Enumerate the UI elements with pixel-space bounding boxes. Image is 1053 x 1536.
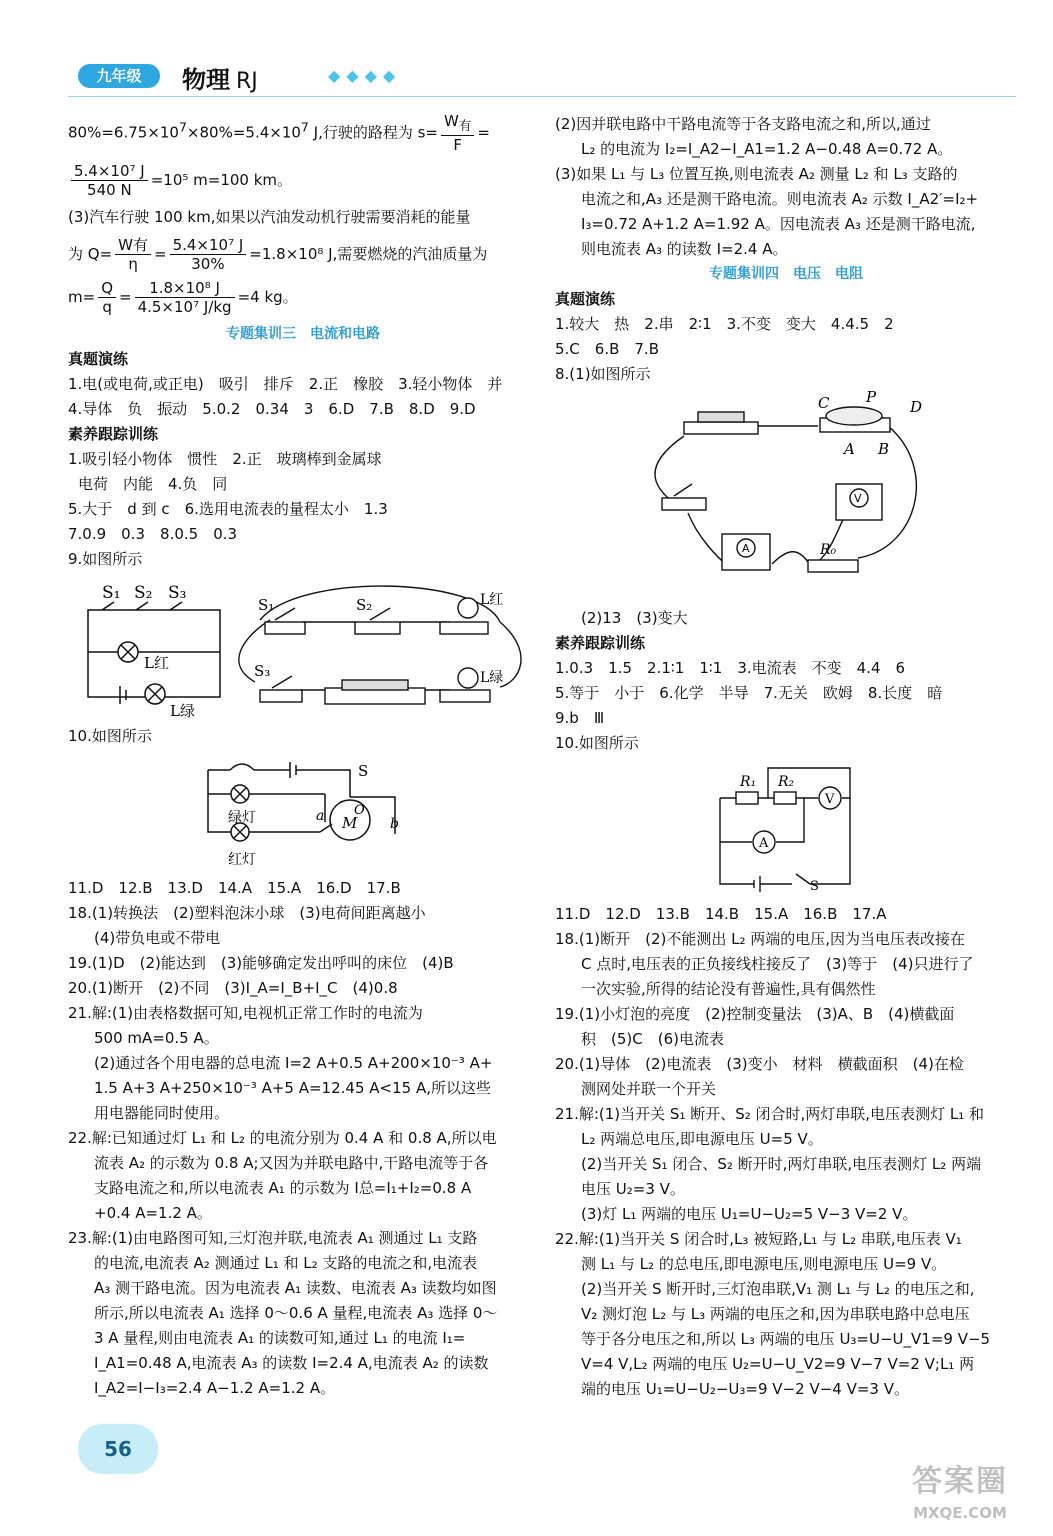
voltmeter-face-label: V: [854, 492, 862, 505]
label-a-terminal: A: [844, 440, 855, 458]
fraction: $\frac{\text{5.4×10⁷ J}}{30\%}$: [170, 236, 247, 273]
answer-line: 18.(1)断开 (2)不能测出 L₂ 两端的电压,因为当电压表改接在: [555, 930, 966, 948]
label-r0: R₀: [820, 542, 837, 558]
answer-line: 流表 A₂ 的示数为 0.8 A;又因为并联电路中,干路电流等于各: [94, 1154, 489, 1172]
left-column: [68, 112, 538, 572]
answer-line: 19.(1)小灯泡的亮度 (2)控制变量法 (3)A、B (4)横截面: [555, 1005, 955, 1023]
answer-line: 22.解:已知通过灯 L₁ 和 L₂ 的电流分别为 0.4 A 和 0.8 A,所以电: [68, 1129, 497, 1147]
ammeter-symbol: A: [759, 836, 769, 851]
label-b: b: [390, 816, 399, 832]
answer-line: (3)如果 L₁ 与 L₃ 位置互换,则电流表 A₂ 测量 L₂ 和 L₃ 支路的: [555, 165, 958, 183]
label-s1: S₁: [102, 583, 121, 603]
grade-badge: 九年级: [78, 64, 160, 88]
label-o: O: [354, 803, 365, 818]
answer-line: 端的电压 U₁=U−U₂−U₃=9 V−2 V−4 V=3 V。: [581, 1380, 909, 1398]
answer-line: 1.较大 热 2.串 2∶1 3.不变 变大 4.4.5 2: [555, 315, 894, 333]
answer-line: 用电器能同时使用。: [94, 1104, 230, 1122]
answer-line: 21.解:(1)当开关 S₁ 断开、S₂ 闭合时,两灯串联,电压表测灯 L₁ 和: [555, 1105, 984, 1123]
answer-line: 的电流,电流表 A₂ 测通过 L₁ 和 L₂ 支路的电流之和,电流表: [94, 1254, 478, 1272]
circuit-diagram-10: [200, 752, 420, 872]
answer-line: 1.电(或电荷,或正电) 吸引 排斥 2.正 橡胶 3.轻小物体 并: [68, 375, 503, 393]
answer-line: 则电流表 A₃ 的读数 I=2.4 A。: [581, 240, 788, 258]
answer-line: 支路电流之和,所以电流表 A₁ 的示数为 I总=I₁+I₂=0.8 A: [94, 1179, 472, 1197]
label-d: D: [910, 398, 923, 416]
label-s1-physical: S₁: [258, 596, 275, 614]
fraction: $\frac{\text{1.8×10⁸ J}}{\text{4.5×10⁷ J/kg}}$: [135, 279, 235, 316]
fraction: $\frac{\text{W有}}{\eta}$: [115, 236, 151, 273]
subject-label: 物理: [182, 66, 230, 94]
answer-line: 22.解:(1)当开关 S 闭合时,L₃ 被短路,L₁ 与 L₂ 串联,电压表 V₁: [555, 1230, 962, 1248]
label-r2: R₂: [778, 774, 795, 790]
label-lgreen-physical: L绿: [480, 670, 504, 686]
answer-line: 8.(1)如图所示: [555, 365, 651, 383]
answer-line: 7.0.9 0.3 8.0.5 0.3: [68, 525, 238, 543]
subsection-heading: 素养跟踪训练: [68, 425, 159, 443]
label-switch-s: S: [810, 879, 819, 892]
answer-line: (4)带负电或不带电: [94, 929, 221, 947]
label-l-green: L绿: [170, 702, 195, 720]
label-red-light: 红灯: [228, 852, 256, 868]
answer-line: (3)灯 L₁ 两端的电压 U₁=U−U₂=5 V−3 V=2 V。: [581, 1205, 918, 1223]
answer-line: 11.D 12.B 13.D 14.A 15.A 16.D 17.B: [68, 879, 401, 897]
answer-line: 电荷 内能 4.负 同: [78, 475, 228, 493]
answer-line: A₃ 测干路电流。因为电流表 A₁ 读数、电流表 A₃ 读数均如图: [94, 1279, 497, 1297]
answer-line: 为 Q= $\frac{\text{W有}}{\eta}$ = $\frac{\text{5.4×10⁷ J}}{30\%}$ =1.8×10⁸ J,需要燃烧的汽油质量为: [68, 236, 488, 273]
answer-line: 21.解:(1)由表格数据可知,电视机正常工作时的电流为: [68, 1004, 423, 1022]
circuit-diagram-9: [80, 572, 530, 722]
answer-line: 10.如图所示: [68, 727, 152, 745]
answer-line: 19.(1)D (2)能达到 (3)能够确定发出呼叫的床位 (4)B: [68, 954, 454, 972]
answer-line: m= $\frac{Q}{q}$ = $\frac{\text{1.8×10⁸ J}}{\text{4.5×10⁷ J/kg}}$ =4 kg。: [68, 279, 298, 316]
answer-line: 测 L₁ 与 L₂ 的总电压,即电源电压,则电源电压 U=9 V。: [581, 1255, 947, 1273]
answer-line: 9.如图所示: [68, 550, 143, 568]
subsection-heading: 真题演练: [555, 290, 616, 308]
label-s3: S₃: [168, 583, 187, 603]
label-m: M: [342, 814, 358, 832]
label-s2: S₂: [134, 583, 153, 603]
watermark-logo: 答案圈 MXQE.COM: [912, 1464, 1008, 1522]
edition-label: RJ: [236, 69, 258, 94]
fraction: $\frac{W_有}{F}$: [441, 112, 474, 154]
answer-line: $80\%=6.75\times 10^7\times 80\%=5.4\times 10^7$ J,行驶的路程为 s= $\frac{W_有}{F}$ =: [68, 112, 490, 154]
answer-line: C 点时,电压表的正负接线柱接反了 (3)等于 (4)只进行了: [581, 955, 974, 973]
answer-line: V₂ 测灯泡 L₂ 与 L₃ 两端的电压之和,因为串联电路中总电压: [581, 1305, 970, 1323]
answer-line: 测网处并联一个开关: [581, 1080, 717, 1098]
label-b-terminal: B: [878, 440, 890, 458]
answer-line: 500 mA=0.5 A。: [94, 1029, 219, 1047]
answer-line: (3)汽车行驶 100 km,如果以汽油发动机行驶需要消耗的能量: [68, 208, 471, 226]
answer-line: 电压 U₂=3 V。: [581, 1180, 685, 1198]
answer-line: 4.导体 负 振动 5.0.2 0.34 3 6.D 7.B 8.D 9.D: [68, 400, 476, 418]
answer-line: 18.(1)转换法 (2)塑料泡沫小球 (3)电荷间距离越小: [68, 904, 426, 922]
left-column-lower: [68, 876, 538, 1401]
answer-line: 5.大于 d 到 c 6.选用电流表的量程太小 1.3: [68, 500, 388, 518]
fraction: $\frac{Q}{q}$: [98, 279, 116, 316]
answer-line: 一次实验,所得的结论没有普遍性,具有偶然性: [581, 980, 876, 998]
header-dots-decoration: ◆◆◆◆: [328, 66, 402, 85]
ammeter-face-label: A: [742, 542, 750, 555]
label-a: a: [316, 808, 325, 824]
label-p: P: [866, 388, 877, 406]
answer-line: L₂ 两端总电压,即电源电压 U=5 V。: [581, 1130, 823, 1148]
label-s: S: [358, 762, 369, 780]
answer-line: 20.(1)断开 (2)不同 (3)I_A=I_B+I_C (4)0.8: [68, 979, 398, 997]
left-column-cont: [68, 724, 538, 749]
answer-line: 所示,所以电流表 A₁ 选择 0～0.6 A 量程,电流表 A₃ 选择 0～: [94, 1304, 498, 1322]
label-l-red: L红: [144, 654, 169, 672]
section-title: 专题集训三 电流和电路: [226, 326, 380, 342]
answer-line: (2)因并联电路中干路电流等于各支路电流之和,所以,通过: [555, 115, 931, 133]
answer-line: 9.b Ⅲ: [555, 709, 605, 727]
answer-line: L₂ 的电流为 I₂=I_A2−I_A1=1.2 A−0.48 A=0.72 A。: [581, 140, 953, 158]
answer-line: 1.吸引轻小物体 惯性 2.正 玻璃棒到金属球: [68, 450, 382, 468]
subsection-heading: 真题演练: [68, 350, 129, 368]
answer-line: I₃=0.72 A+1.2 A=1.92 A。因电流表 A₃ 还是测干路电流,: [581, 215, 976, 233]
answer-line: 5.等于 小于 6.化学 半导 7.无关 欧姆 8.长度 暗: [555, 684, 943, 702]
right-column: [555, 112, 1017, 387]
answer-line: 11.D 12.D 13.B 14.B 15.A 16.B 17.A: [555, 905, 887, 923]
answer-line: 等于各分电压之和,所以 L₃ 两端的电压 U₃=U−U_V1=9 V−5: [581, 1330, 991, 1348]
answer-line: I_A1=0.48 A,电流表 A₃ 的读数 I=2.4 A,电流表 A₂ 的读数: [94, 1354, 489, 1372]
circuit-diagram-10-right: [712, 762, 862, 892]
answer-line: I_A2=I−I₃=2.4 A−1.2 A=1.2 A。: [94, 1379, 336, 1397]
answer-line: 20.(1)导体 (2)电流表 (3)变小 材料 横截面积 (4)在检: [555, 1055, 964, 1073]
label-lred-physical: L红: [480, 592, 504, 608]
label-s2-physical: S₂: [356, 596, 373, 614]
answer-line: 23.解:(1)由电路图可知,三灯泡并联,电流表 A₁ 测通过 L₁ 支路: [68, 1229, 478, 1247]
answer-line: (2)通过各个用电器的总电流 I=2 A+0.5 A+200×10⁻³ A+: [94, 1054, 493, 1072]
right-column-mid: [555, 606, 1017, 756]
answer-line: 电流之和,A₃ 还是测干路电流。则电流表 A₂ 示数 I_A2′=I₂+: [581, 190, 979, 208]
answer-line: V=4 V,L₂ 两端的电压 U₂=U−U_V2=9 V−7 V=2 V;L₁ 两: [581, 1355, 975, 1373]
page-title: [182, 60, 258, 95]
subsection-heading: 素养跟踪训练: [555, 634, 646, 652]
right-column-lower: [555, 902, 1017, 1402]
answer-line: (2)13 (3)变大: [581, 609, 688, 627]
answer-line: 5.C 6.B 7.B: [555, 340, 659, 358]
header-divider: [68, 96, 1016, 97]
circuit-diagram-8: [648, 388, 928, 600]
label-r1: R₁: [740, 774, 757, 790]
answer-line: $\frac{\text{5.4×10⁷ J}}{540 N}$ =10⁵ m=100 km。: [68, 162, 538, 199]
page-number: 56: [78, 1424, 158, 1474]
answer-line: (2)当开关 S 断开时,三灯泡串联,V₁ 测 L₁ 与 L₂ 的电压之和,: [581, 1280, 975, 1298]
label-c: C: [818, 394, 830, 412]
label-green-light: 绿灯: [228, 810, 256, 826]
answer-line: 1.5 A+3 A+250×10⁻³ A+5 A=12.45 A<15 A,所以这些: [94, 1079, 491, 1097]
fraction: $\frac{\text{5.4×10⁷ J}}{540 N}$: [71, 162, 148, 199]
section-title: 专题集训四 电压 电阻: [709, 266, 863, 282]
answer-line: 1.0.3 1.5 2.1∶1 1∶1 3.电流表 不变 4.4 6: [555, 659, 906, 677]
voltmeter-symbol: V: [825, 792, 835, 807]
answer-line: +0.4 A=1.2 A。: [94, 1204, 212, 1222]
label-s3-physical: S₃: [254, 662, 271, 680]
answer-line: 积 (5)C (6)电流表: [581, 1030, 724, 1048]
answer-line: 3 A 量程,则由电流表 A₁ 的读数可知,通过 L₁ 的电流 I₁=: [94, 1329, 466, 1347]
answer-line: 10.如图所示: [555, 734, 639, 752]
answer-line: (2)当开关 S₁ 闭合、S₂ 断开时,两灯串联,电压表测灯 L₂ 两端: [581, 1155, 982, 1173]
